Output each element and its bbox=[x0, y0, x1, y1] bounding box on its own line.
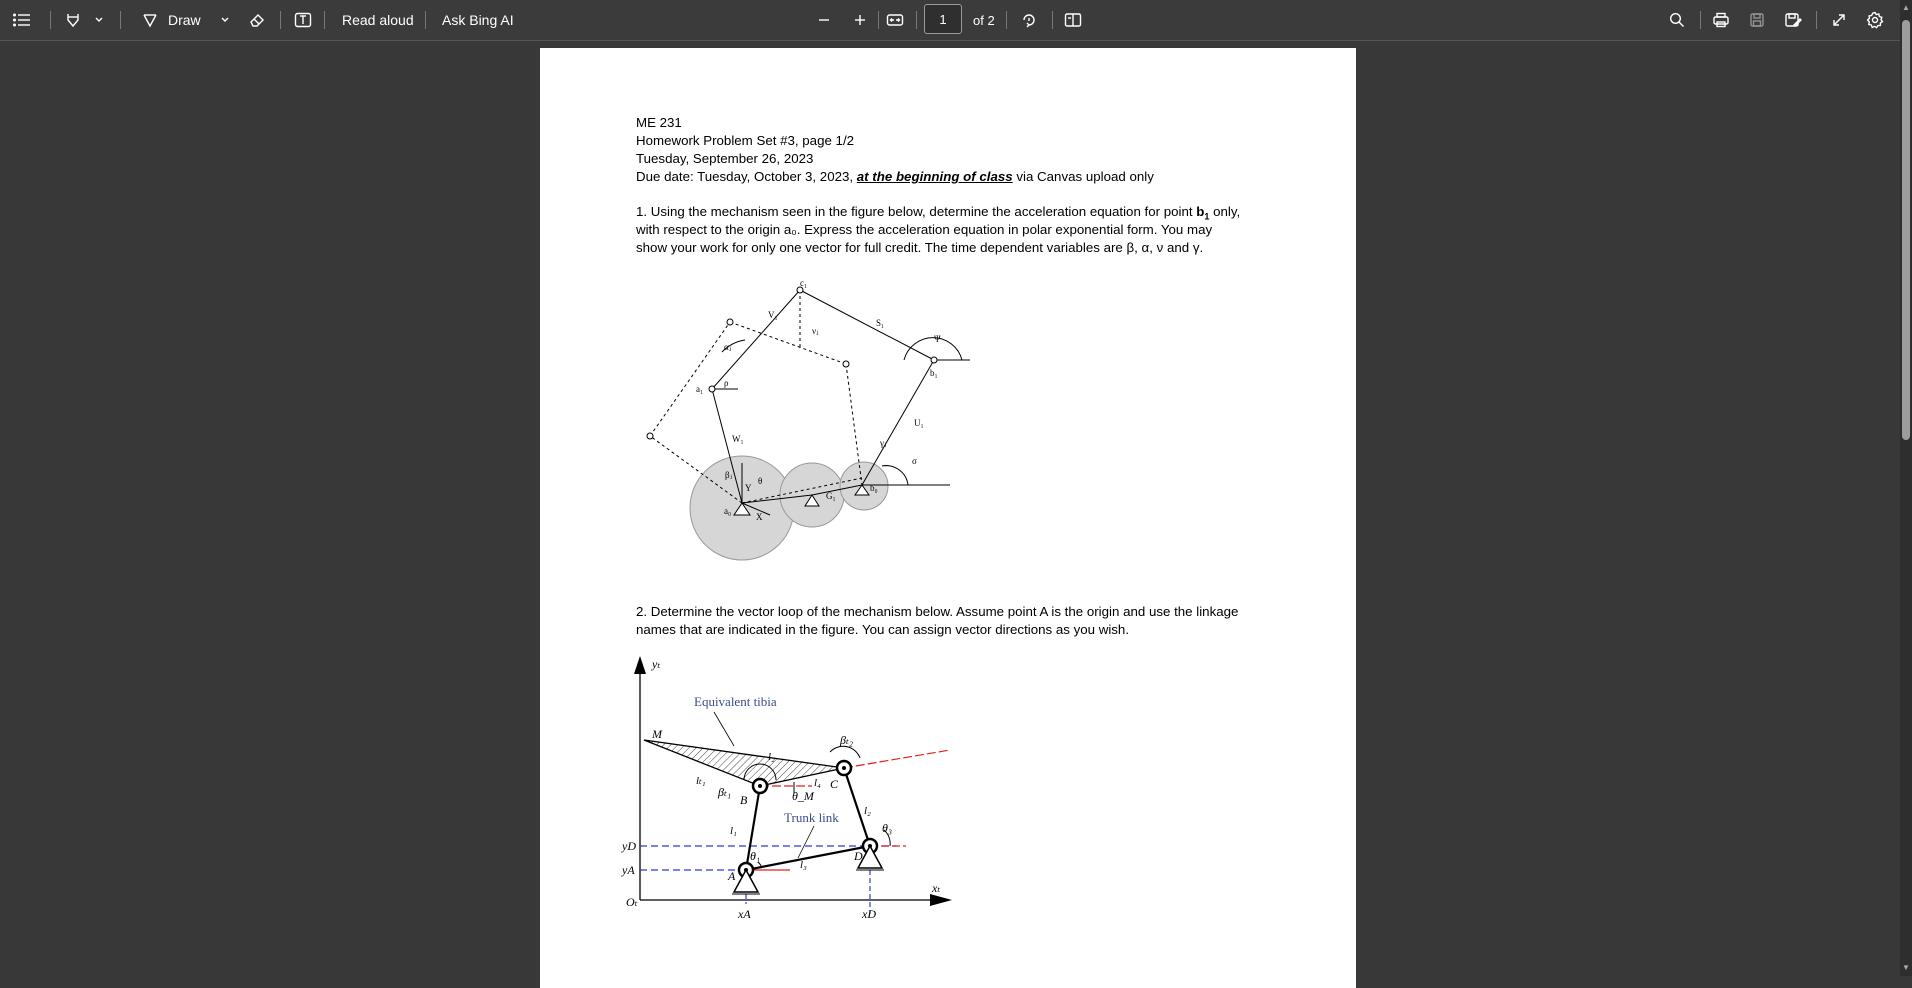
doc-title: Homework Problem Set #3, page 1/2 bbox=[636, 133, 855, 148]
zoom-out-icon[interactable] bbox=[814, 0, 834, 40]
svg-text:βⱼ: βⱼ bbox=[725, 470, 732, 480]
svg-text:βₜ₁: βₜ₁ bbox=[718, 785, 732, 799]
save-as-icon[interactable] bbox=[1782, 0, 1804, 40]
due-emphasis: at the beginning of class bbox=[856, 169, 1013, 184]
ask-bing-ai-button[interactable]: Ask Bing AI bbox=[442, 12, 514, 28]
save-icon[interactable] bbox=[1746, 0, 1768, 40]
svg-text:A: A bbox=[728, 869, 736, 883]
read-aloud-button[interactable]: Read aloud bbox=[342, 12, 414, 28]
question-1-line-2: with respect to the origin a₀. Express the acceleration equation in polar exponential form. You may bbox=[636, 222, 1213, 237]
svg-text:θ_M: θ_M bbox=[792, 789, 814, 803]
doc-date: Tuesday, September 26, 2023 bbox=[636, 151, 814, 166]
fit-width-icon[interactable] bbox=[884, 0, 906, 40]
svg-text:a₀: a₀ bbox=[724, 506, 732, 516]
svg-text:θ: θ bbox=[758, 476, 763, 486]
question-2-line-1: 2. Determine the vector loop of the mechanism below. Assume point A is the origin and use the linkage bbox=[636, 604, 1239, 619]
rotate-icon[interactable] bbox=[1018, 0, 1040, 40]
svg-text:σ: σ bbox=[912, 456, 917, 466]
svg-text:θ₃: θ₃ bbox=[882, 821, 893, 835]
svg-text:l₄: l₄ bbox=[814, 777, 821, 789]
zoom-in-icon[interactable] bbox=[850, 0, 870, 40]
svg-text:yD: yD bbox=[622, 839, 636, 853]
contents-icon[interactable] bbox=[10, 0, 34, 40]
draw-button[interactable]: Draw bbox=[168, 12, 201, 28]
svg-text:a₁: a₁ bbox=[696, 384, 704, 394]
svg-text:l₁: l₁ bbox=[730, 825, 737, 837]
mechanism-figure-1 bbox=[650, 278, 950, 608]
draw-icon[interactable] bbox=[140, 0, 160, 40]
svg-text:xₜ: xₜ bbox=[932, 881, 941, 895]
svg-text:l₂: l₂ bbox=[768, 751, 775, 763]
svg-text:S₁: S₁ bbox=[876, 318, 885, 328]
vertical-scrollbar[interactable] bbox=[1900, 0, 1912, 976]
settings-icon[interactable] bbox=[1864, 0, 1886, 40]
question-1-line-3: show your work for only one vector for full credit. The time dependent variables are β, α, ν and γ. bbox=[636, 240, 1204, 255]
svg-text:X: X bbox=[756, 512, 763, 522]
doc-due-date: Due date: Tuesday, October 3, 2023, at the beginning of class via Canvas upload only bbox=[636, 169, 1154, 184]
page-number-input[interactable]: 1 bbox=[924, 4, 962, 34]
svg-text:yA: yA bbox=[622, 863, 635, 877]
svg-text:b₁: b₁ bbox=[930, 368, 938, 378]
svg-text:M: M bbox=[652, 727, 662, 741]
question-2-line-2: names that are indicated in the figure. You can assign vector directions as you wish. bbox=[636, 622, 1130, 637]
svg-text:W₁: W₁ bbox=[732, 434, 744, 444]
svg-text:xD: xD bbox=[862, 907, 876, 921]
svg-text:b₀: b₀ bbox=[870, 483, 878, 493]
search-icon[interactable] bbox=[1666, 0, 1688, 40]
highlight-dropdown-icon[interactable] bbox=[92, 0, 106, 40]
svg-text:l₃: l₃ bbox=[800, 859, 807, 871]
scroll-down-icon[interactable]: ▼ bbox=[1902, 963, 1910, 972]
text-box-icon[interactable] bbox=[292, 0, 314, 40]
eraser-icon[interactable] bbox=[246, 0, 268, 40]
svg-text:U₁: U₁ bbox=[914, 418, 924, 428]
scroll-up-icon[interactable]: ▲ bbox=[1902, 3, 1910, 12]
svg-text:βₜ₂: βₜ₂ bbox=[840, 733, 854, 747]
svg-text:Y: Y bbox=[745, 483, 752, 493]
svg-text:lₜ₁: lₜ₁ bbox=[696, 775, 706, 787]
mechanism-figure-2 bbox=[622, 654, 964, 944]
highlight-icon[interactable] bbox=[62, 0, 84, 40]
svg-text:Trunk link: Trunk link bbox=[784, 810, 839, 825]
pdf-page bbox=[540, 48, 1356, 988]
svg-text:ρ: ρ bbox=[724, 378, 729, 388]
svg-text:c₁: c₁ bbox=[800, 278, 808, 288]
question-1-line-1: 1. Using the mechanism seen in the figure below, determine the acceleration equation for point $b_1$ only, bbox=[636, 204, 1241, 222]
svg-text:Equivalent tibia: Equivalent tibia bbox=[694, 694, 777, 709]
doc-course: ME 231 bbox=[636, 115, 682, 130]
svg-text:θ₁: θ₁ bbox=[750, 849, 761, 863]
page-view-icon[interactable] bbox=[1062, 0, 1084, 40]
svg-text:yₜ: yₜ bbox=[652, 657, 661, 671]
svg-text:V₁: V₁ bbox=[768, 310, 778, 320]
svg-text:γⱼ: γⱼ bbox=[880, 438, 887, 448]
svg-text:D: D bbox=[854, 849, 863, 863]
svg-text:xA: xA bbox=[738, 907, 751, 921]
svg-text:Oₜ: Oₜ bbox=[626, 895, 638, 909]
pdf-toolbar bbox=[0, 0, 1912, 41]
draw-dropdown-icon[interactable] bbox=[218, 0, 232, 40]
svg-text:αⱼ: αⱼ bbox=[724, 342, 732, 352]
svg-text:C: C bbox=[830, 777, 839, 791]
svg-text:B: B bbox=[740, 793, 748, 807]
svg-text:νⱼ: νⱼ bbox=[812, 326, 819, 336]
page-total-label: of 2 bbox=[973, 12, 995, 28]
svg-text:Ψ: Ψ bbox=[934, 334, 941, 344]
scrollbar-thumb[interactable] bbox=[1902, 20, 1910, 440]
svg-text:l₂: l₂ bbox=[864, 805, 871, 817]
fullscreen-icon[interactable] bbox=[1828, 0, 1850, 40]
svg-text:G₁: G₁ bbox=[826, 491, 836, 501]
print-icon[interactable] bbox=[1710, 0, 1732, 40]
